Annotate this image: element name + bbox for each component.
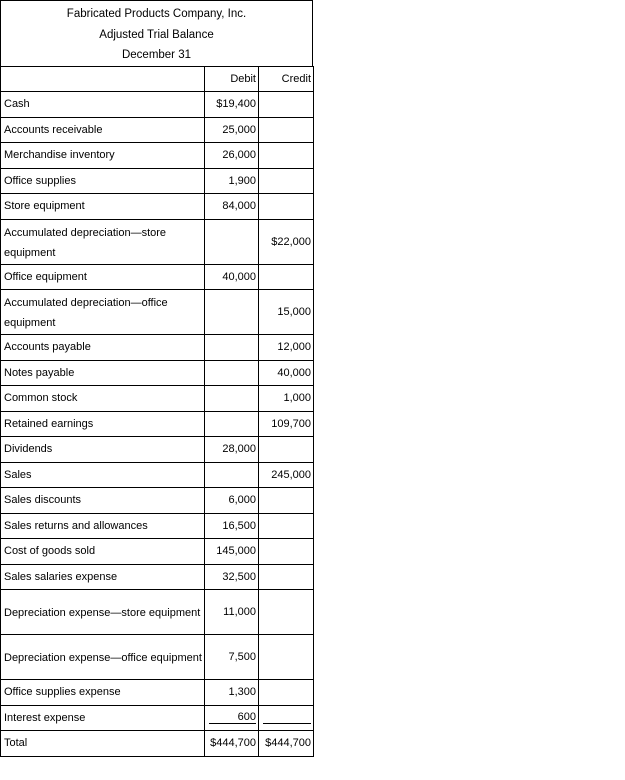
table-row [1, 680, 314, 706]
account-name: Dividends [1, 437, 205, 463]
debit-amount: 7,500 [205, 635, 259, 680]
credit-amount [259, 488, 314, 514]
credit-amount [259, 437, 314, 463]
table-row [1, 539, 314, 565]
debit-amount: 84,000 [205, 194, 259, 220]
account-name: Accounts receivable [1, 117, 205, 143]
debit-amount: 1,900 [205, 168, 259, 194]
account-name: Sales returns and allowances [1, 513, 205, 539]
debit-amount: 32,500 [205, 564, 259, 590]
debit-amount: 11,000 [205, 590, 259, 635]
table-row [1, 143, 314, 169]
table-row [1, 437, 314, 463]
total-label: Total [1, 731, 205, 757]
debit-amount: 26,000 [205, 143, 259, 169]
debit-amount: 40,000 [205, 264, 259, 290]
table-row [1, 705, 314, 731]
table-row [1, 264, 314, 290]
debit-amount: 6,000 [205, 488, 259, 514]
credit-amount [259, 92, 314, 118]
account-name: Office supplies [1, 168, 205, 194]
credit-amount [259, 194, 314, 220]
debit-amount [205, 290, 259, 335]
table-row [1, 168, 314, 194]
account-name: Depreciation expense—office equipment [1, 635, 205, 680]
debit-column-header: Debit [205, 67, 259, 92]
credit-amount-underlined [263, 711, 311, 724]
account-name: Common stock [1, 386, 205, 412]
total-row [1, 731, 314, 757]
debit-amount [205, 219, 259, 264]
credit-amount [259, 539, 314, 565]
credit-amount [259, 143, 314, 169]
column-header-row [1, 67, 314, 92]
table-row [1, 386, 314, 412]
debit-amount [205, 386, 259, 412]
credit-amount: 245,000 [259, 462, 314, 488]
account-name: Store equipment [1, 194, 205, 220]
statement-date: December 31 [121, 49, 192, 61]
account-name: Cash [1, 92, 205, 118]
credit-column-header: Credit [259, 67, 314, 92]
table-row [1, 117, 314, 143]
credit-amount: 12,000 [259, 335, 314, 361]
company-name: Fabricated Products Company, Inc. [66, 8, 247, 20]
debit-amount: 25,000 [205, 117, 259, 143]
credit-amount: 1,000 [259, 386, 314, 412]
account-name: Accounts payable [1, 335, 205, 361]
table-row [1, 194, 314, 220]
account-name: Sales [1, 462, 205, 488]
account-column-header [1, 67, 205, 92]
credit-amount [259, 680, 314, 706]
total-debit: $444,700 [205, 731, 259, 757]
trial-balance-sheet [0, 0, 313, 757]
table-row [1, 590, 314, 635]
credit-amount: $22,000 [259, 219, 314, 264]
account-name: Sales discounts [1, 488, 205, 514]
credit-amount: 109,700 [259, 411, 314, 437]
credit-amount [259, 705, 314, 731]
account-name: Retained earnings [1, 411, 205, 437]
table-row [1, 92, 314, 118]
debit-amount [205, 360, 259, 386]
account-name: Merchandise inventory [1, 143, 205, 169]
debit-amount: 28,000 [205, 437, 259, 463]
credit-amount [259, 564, 314, 590]
debit-amount [205, 462, 259, 488]
debit-amount: 1,300 [205, 680, 259, 706]
account-name: Interest expense [1, 705, 205, 731]
table-row [1, 462, 314, 488]
account-name: Office equipment [1, 264, 205, 290]
statement-header [0, 0, 313, 66]
table-row [1, 411, 314, 437]
credit-amount: 40,000 [259, 360, 314, 386]
credit-amount: 15,000 [259, 290, 314, 335]
credit-amount [259, 635, 314, 680]
total-credit: $444,700 [259, 731, 314, 757]
credit-amount [259, 168, 314, 194]
credit-amount [259, 590, 314, 635]
account-name: Depreciation expense—store equipment [1, 590, 205, 635]
credit-amount [259, 513, 314, 539]
debit-amount: $19,400 [205, 92, 259, 118]
debit-amount [205, 411, 259, 437]
credit-amount [259, 117, 314, 143]
table-row [1, 360, 314, 386]
account-name: Office supplies expense [1, 680, 205, 706]
trial-balance-table [0, 66, 314, 757]
debit-amount [205, 335, 259, 361]
account-name: Cost of goods sold [1, 539, 205, 565]
account-name: Notes payable [1, 360, 205, 386]
account-name: Accumulated depreciation—office equipment [1, 290, 205, 335]
statement-title: Adjusted Trial Balance [99, 28, 214, 41]
account-name: Sales salaries expense [1, 564, 205, 590]
debit-amount: 16,500 [205, 513, 259, 539]
table-row [1, 488, 314, 514]
table-row [1, 635, 314, 680]
credit-amount [259, 264, 314, 290]
debit-amount-underlined: 600 [209, 711, 256, 724]
table-row [1, 513, 314, 539]
table-row [1, 564, 314, 590]
debit-amount: 145,000 [205, 539, 259, 565]
table-row [1, 219, 314, 264]
table-row [1, 335, 314, 361]
debit-amount [205, 705, 259, 731]
table-row [1, 290, 314, 335]
account-name: Accumulated depreciation—store equipment [1, 219, 205, 264]
